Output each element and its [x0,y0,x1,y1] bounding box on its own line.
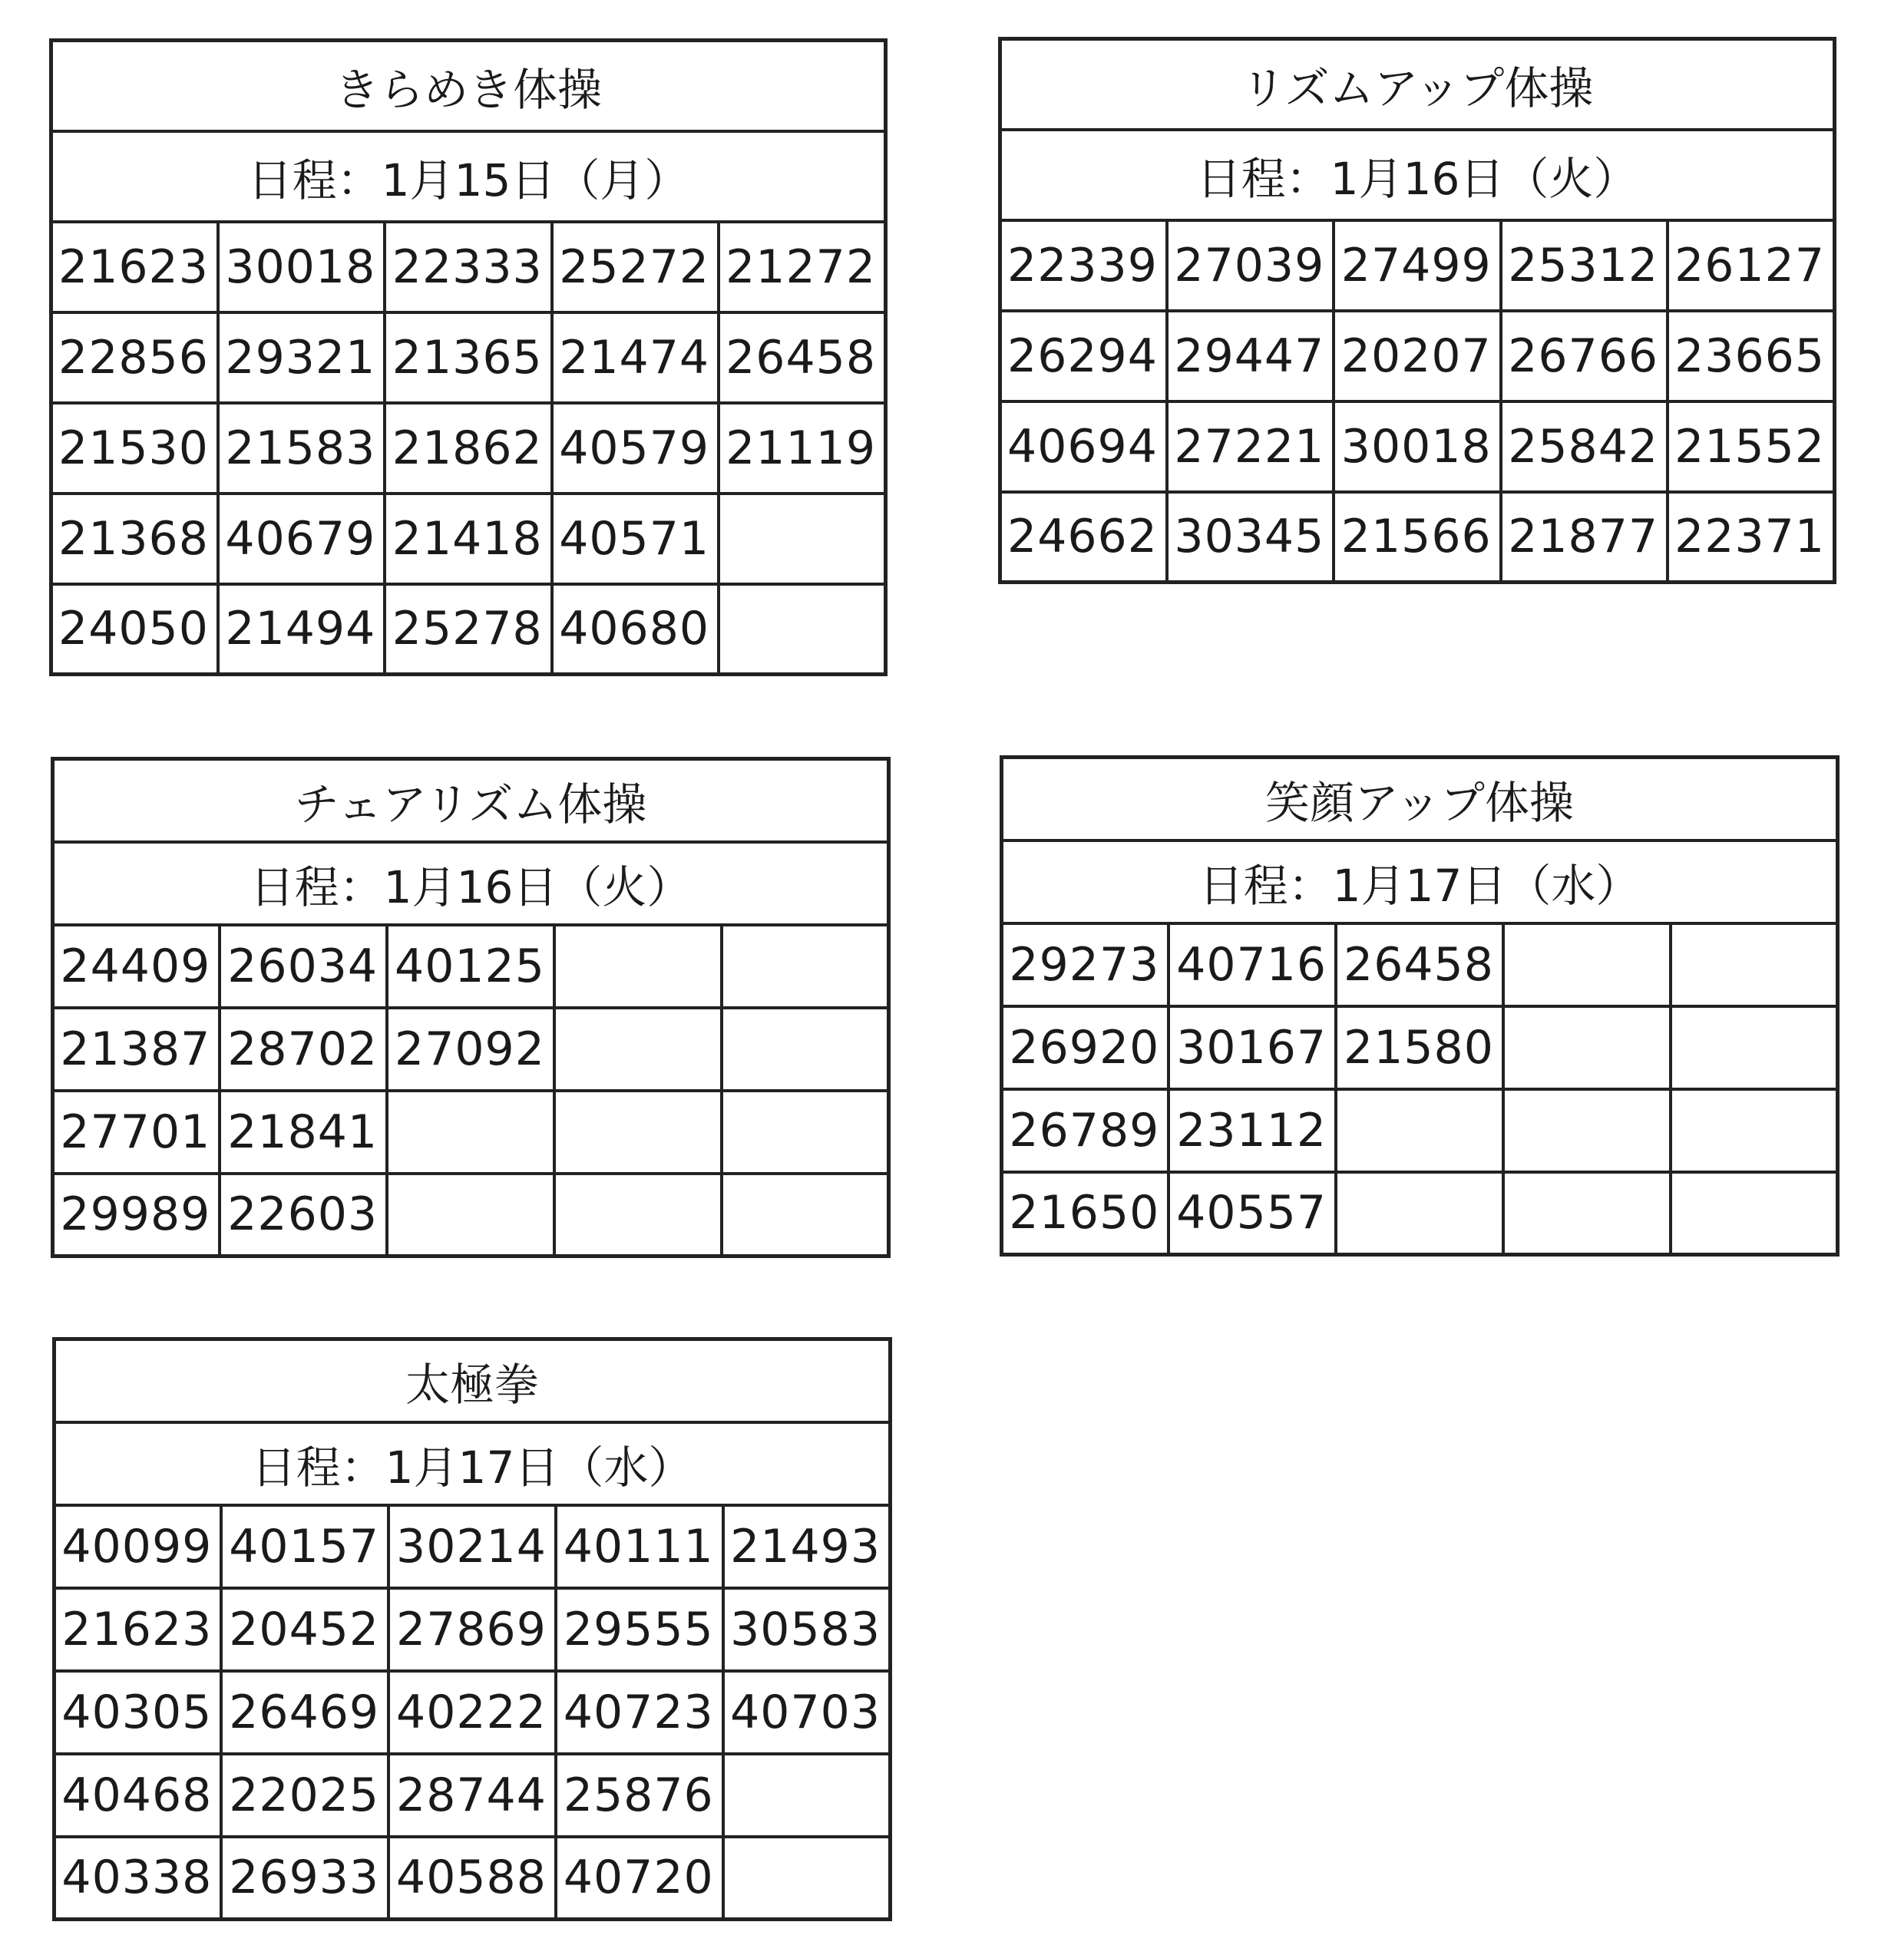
participant-id-cell [719,494,885,584]
participant-id-cell [722,1091,889,1174]
participant-id-cell: 30018 [218,222,385,312]
participant-id-cell: 20207 [1334,311,1500,401]
schedule-table-chair-rhythm [51,757,891,1258]
participant-id-cell [387,1091,554,1174]
participant-id-cell: 40716 [1169,923,1336,1006]
participant-id-cell: 21474 [552,312,719,403]
participant-id-cell [554,1008,722,1091]
title-row [1000,39,1835,130]
participant-id-cell: 22856 [51,312,218,403]
date-row [55,1422,891,1505]
participant-id-cell [723,1837,891,1920]
schedule-date: 日程：1月17日（水） [1002,840,1838,923]
participant-id-cell: 29273 [1002,923,1169,1006]
table-row [1000,311,1835,401]
exercise-title: チェアリズム体操 [53,759,889,842]
participant-id-cell: 21650 [1002,1172,1169,1255]
participant-id-cell: 22603 [220,1174,387,1257]
participant-id-cell: 29321 [218,312,385,403]
participant-id-cell [1671,1172,1838,1255]
participant-id-cell: 21494 [218,584,385,675]
participant-id-cell: 25842 [1501,401,1668,492]
table-row [55,1671,891,1754]
exercise-title: 笑顔アップ体操 [1002,758,1838,840]
schedule-date: 日程：1月16日（火） [1000,130,1835,220]
participant-id-cell: 40338 [55,1837,222,1920]
table-row [53,925,889,1008]
participant-id-cell [387,1174,554,1257]
participant-id-cell [1503,923,1671,1006]
participant-id-cell: 30214 [388,1505,556,1588]
participant-id-cell [722,925,889,1008]
participant-id-cell: 30018 [1334,401,1500,492]
schedule-date: 日程：1月17日（水） [55,1422,891,1505]
table-row [1002,1006,1838,1089]
participant-id-cell: 21119 [719,403,885,494]
participant-id-cell: 22025 [221,1754,388,1837]
participant-id-cell: 40720 [556,1837,723,1920]
participant-id-cell: 25272 [552,222,719,312]
participant-id-cell: 26127 [1668,220,1834,311]
participant-id-cell: 40694 [1000,401,1167,492]
participant-id-cell: 27869 [388,1588,556,1671]
schedule-table-kirameki [49,38,888,676]
participant-id-cell: 27039 [1167,220,1334,311]
table-row [1002,923,1838,1006]
participant-id-cell: 26933 [221,1837,388,1920]
date-row [1000,130,1835,220]
participant-id-cell: 25876 [556,1754,723,1837]
participant-id-cell [1503,1089,1671,1172]
participant-id-cell: 21877 [1501,492,1668,583]
participant-id-cell: 24662 [1000,492,1167,583]
participant-id-cell: 26034 [220,925,387,1008]
participant-id-cell: 21580 [1336,1006,1503,1089]
participant-id-cell: 28702 [220,1008,387,1091]
participant-id-cell: 40305 [55,1671,222,1754]
participant-id-cell: 40468 [55,1754,222,1837]
exercise-title: きらめき体操 [51,41,886,131]
participant-id-cell: 40222 [388,1671,556,1754]
participant-id-cell: 20452 [221,1588,388,1671]
participant-id-cell [554,1174,722,1257]
participant-id-cell: 40723 [556,1671,723,1754]
table-row [53,1174,889,1257]
participant-id-cell: 21418 [385,494,551,584]
participant-id-cell: 27092 [387,1008,554,1091]
table-row [1002,1089,1838,1172]
table-row [55,1588,891,1671]
date-row [53,842,889,925]
participant-id-cell: 40125 [387,925,554,1008]
table-row [51,403,886,494]
participant-id-cell: 22371 [1668,492,1834,583]
participant-id-cell: 21841 [220,1091,387,1174]
participant-id-cell: 25278 [385,584,551,675]
participant-id-cell: 21623 [51,222,218,312]
participant-id-cell: 21566 [1334,492,1500,583]
exercise-title: リズムアップ体操 [1000,39,1835,130]
participant-id-cell [1503,1006,1671,1089]
table-row [51,222,886,312]
participant-id-cell: 27499 [1334,220,1500,311]
title-row [1002,758,1838,840]
table-row [1000,492,1835,583]
participant-id-cell: 30167 [1169,1006,1336,1089]
participant-id-cell: 26469 [221,1671,388,1754]
participant-id-cell: 23112 [1169,1089,1336,1172]
table-row [53,1008,889,1091]
table-row [51,584,886,675]
participant-id-cell: 40111 [556,1505,723,1588]
participant-id-cell [1336,1089,1503,1172]
participant-id-cell [1671,923,1838,1006]
table-row [1002,1172,1838,1255]
participant-id-cell: 21368 [51,494,218,584]
date-row [1002,840,1838,923]
participant-id-cell: 29555 [556,1588,723,1671]
title-row [53,759,889,842]
participant-id-cell: 25312 [1501,220,1668,311]
participant-id-cell: 40680 [552,584,719,675]
participant-id-cell: 21365 [385,312,551,403]
participant-id-cell: 21862 [385,403,551,494]
participant-id-cell: 21387 [53,1008,220,1091]
participant-id-cell: 40579 [552,403,719,494]
table-row [51,312,886,403]
participant-id-cell: 22333 [385,222,551,312]
participant-id-cell: 21493 [723,1505,891,1588]
date-row [51,131,886,222]
table-row [53,1091,889,1174]
participant-id-cell: 29447 [1167,311,1334,401]
participant-id-cell: 21552 [1668,401,1834,492]
participant-id-cell: 23665 [1668,311,1834,401]
participant-id-cell: 27701 [53,1091,220,1174]
participant-id-cell: 26766 [1501,311,1668,401]
participant-id-cell [723,1754,891,1837]
participant-id-cell: 21583 [218,403,385,494]
participant-id-cell [1671,1006,1838,1089]
schedule-table-rhythm-up [998,37,1836,584]
schedule-date: 日程：1月16日（火） [53,842,889,925]
participant-id-cell: 30345 [1167,492,1334,583]
participant-id-cell: 26294 [1000,311,1167,401]
participant-id-cell: 21623 [55,1588,222,1671]
participant-id-cell: 26920 [1002,1006,1169,1089]
title-row [51,41,886,131]
participant-id-cell: 40679 [218,494,385,584]
participant-id-cell [554,1091,722,1174]
schedule-date: 日程：1月15日（月） [51,131,886,222]
table-row [55,1754,891,1837]
participant-id-cell: 27221 [1167,401,1334,492]
table-row [1000,401,1835,492]
participant-id-cell [719,584,885,675]
participant-id-cell [722,1008,889,1091]
schedule-table-taikyokuken [52,1337,892,1921]
participant-id-cell: 21272 [719,222,885,312]
participant-id-cell: 26789 [1002,1089,1169,1172]
table-row [55,1837,891,1920]
participant-id-cell: 21530 [51,403,218,494]
table-row [55,1505,891,1588]
participant-id-cell: 40571 [552,494,719,584]
participant-id-cell: 24409 [53,925,220,1008]
title-row [55,1339,891,1422]
participant-id-cell: 22339 [1000,220,1167,311]
participant-id-cell [1671,1089,1838,1172]
participant-id-cell: 40157 [221,1505,388,1588]
exercise-title: 太極拳 [55,1339,891,1422]
participant-id-cell: 40588 [388,1837,556,1920]
participant-id-cell: 40557 [1169,1172,1336,1255]
participant-id-cell: 40099 [55,1505,222,1588]
participant-id-cell: 30583 [723,1588,891,1671]
participant-id-cell [1503,1172,1671,1255]
participant-id-cell: 28744 [388,1754,556,1837]
participant-id-cell [722,1174,889,1257]
table-row [1000,220,1835,311]
participant-id-cell: 24050 [51,584,218,675]
participant-id-cell [1336,1172,1503,1255]
participant-id-cell: 29989 [53,1174,220,1257]
participant-id-cell [554,925,722,1008]
participant-id-cell: 26458 [1336,923,1503,1006]
participant-id-cell: 40703 [723,1671,891,1754]
participant-id-cell: 26458 [719,312,885,403]
table-row [51,494,886,584]
schedule-table-egao-up [1000,755,1840,1257]
